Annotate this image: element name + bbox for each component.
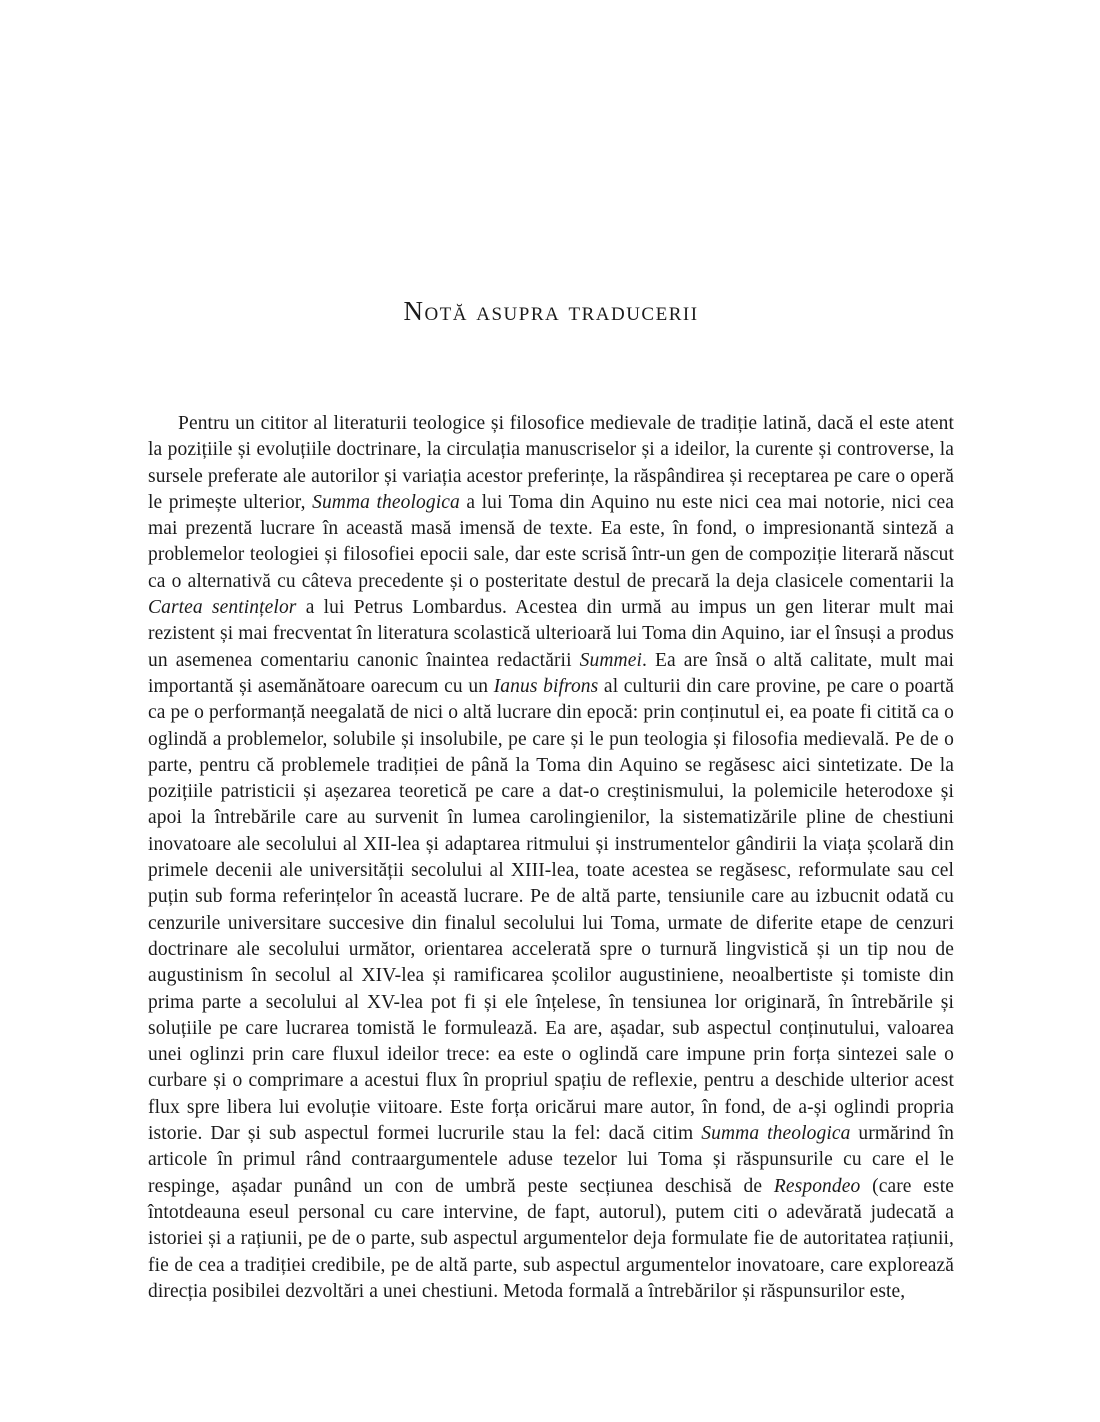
body-paragraph bbox=[148, 411, 954, 1305]
italic-text-run: Respondeo bbox=[773, 1175, 861, 1197]
italic-text-run: Summei bbox=[579, 649, 642, 671]
italic-text-run: Cartea sentințelor bbox=[148, 597, 297, 619]
text-run: a lui Petrus Lombardus. Acestea din urmă au impus un gen literar mult mai rezistent și mai frecventat în literatura scolastică ulterioară lui Toma din Aquino, iar el însuși a produs un asemenea comentariu canonic înaintea redactării bbox=[148, 597, 954, 671]
italic-text-run: Summa theologica bbox=[312, 491, 460, 513]
text-run: . Ea are însă o altă calitate, mult mai importantă și asemănătoare oarecum cu un bbox=[148, 649, 954, 697]
page-title: Notă asupra traducerii bbox=[403, 296, 699, 326]
text-run: Pentru un cititor al literaturii teologice și filosofice medievale de tradiție latină, dacă el este atent la pozițiile și evoluțiile doctrinare, la circulația manuscriselor și a ideilor, la curente și controverse, la sursele preferate ale autorilor și variația acestor preferințe, la răspândirea și receptarea pe care o operă le primește ulterior, bbox=[148, 413, 954, 513]
italic-text-run: Ianus bifrons bbox=[493, 675, 599, 697]
italic-text-run: Summa theologica bbox=[701, 1123, 851, 1145]
text-run: (care este întotdeauna eseul personal cu care intervine, de fapt, autorul), putem citi o adevărată judecată a istoriei și a rațiunii, pe de o parte, sub aspectul argumentelor deja formulate fie de autoritatea rațiunii, fie de cea a tradiției credibile, pe de altă parte, sub aspectul argumentelor inovatoare, care explorează direcția posibilei dezvoltări a unei chestiuni. Metoda formală a întrebărilor și răspunsurilor este, bbox=[148, 1175, 954, 1302]
text-run: urmărind în articole în primul rând contraargumentele aduse tezelor lui Toma și răspunsurile cu care el le respinge, așadar punând un con de umbră peste secțiunea deschisă de bbox=[148, 1123, 955, 1197]
text-run: al culturii din care provine, pe care o poartă ca pe o performanță neegalată de nici o altă lucrare din epocă: prin conținutul ei, ea poate fi citită ca o oglindă a problemelor, solubile și insolubile, pe care și le pun teologia și filosofia medievală. Pe de o parte, pentru că problemele tradiției de până la Toma din Aquino se regăsesc aici sintetizate. De la pozițiile patristicii și așezarea teoretică pe care a dat-o creștinismului, la polemicile heterodoxe și apoi la întrebările care au survenit în lumea carolingienilor, la sistematizările pline de chestiuni inovatoare ale secolului al XII-lea și adaptarea ritmului și instrumentelor gândirii la viața școlară din primele decenii ale universității secolului al XIII-lea, toate acestea se regăsesc, reformulate sau cel puțin sub forma referințelor în această lucrare. Pe de altă parte, tensiunile care au izbucnit odată cu cenzurile universitare succesive din finalul secolului lui Toma, urmate de diferite etape de cenzuri doctrinare ale secolului următor, orientarea accelerată spre o turnură lingvistică și un tip nou de augustinism în secolul al XIV-lea și ramificarea școlilor augustiniene, neoalbertiste și tomiste din prima parte a secolului al XV-lea pot fi și ele înțelese, în tensiunea lor originară, în întrebările și soluțiile pe care lucrarea tomistă le formulează. Ea are, așadar, sub aspectul conținutului, valoarea unei oglinzi prin care fluxul ideilor trece: ea este o oglindă care impune prin forța sintezei sale o curbare și o comprimare a acestui flux în propriul spațiu de reflexie, pentru a deschide ulterior acest flux spre libera lui evoluție viitoare. Este forța oricărui mare autor, în fond, de a-și oglindi propria istorie. Dar și sub aspectul formei lucrurile stau la fel: dacă citim bbox=[148, 675, 955, 1145]
text-block bbox=[148, 296, 954, 1305]
text-run: a lui Toma din Aquino nu este nici cea mai notorie, nici cea mai prezentă lucrare în această masă imensă de texte. Ea este, în fond, o impresionantă sinteză a problemelor teologiei și filosofiei epocii sale, dar este scrisă într-un gen de compoziție literară născut ca o alternativă cu câteva precedente și o posteritate destul de precară la deja clasicele comentarii la bbox=[148, 491, 954, 592]
